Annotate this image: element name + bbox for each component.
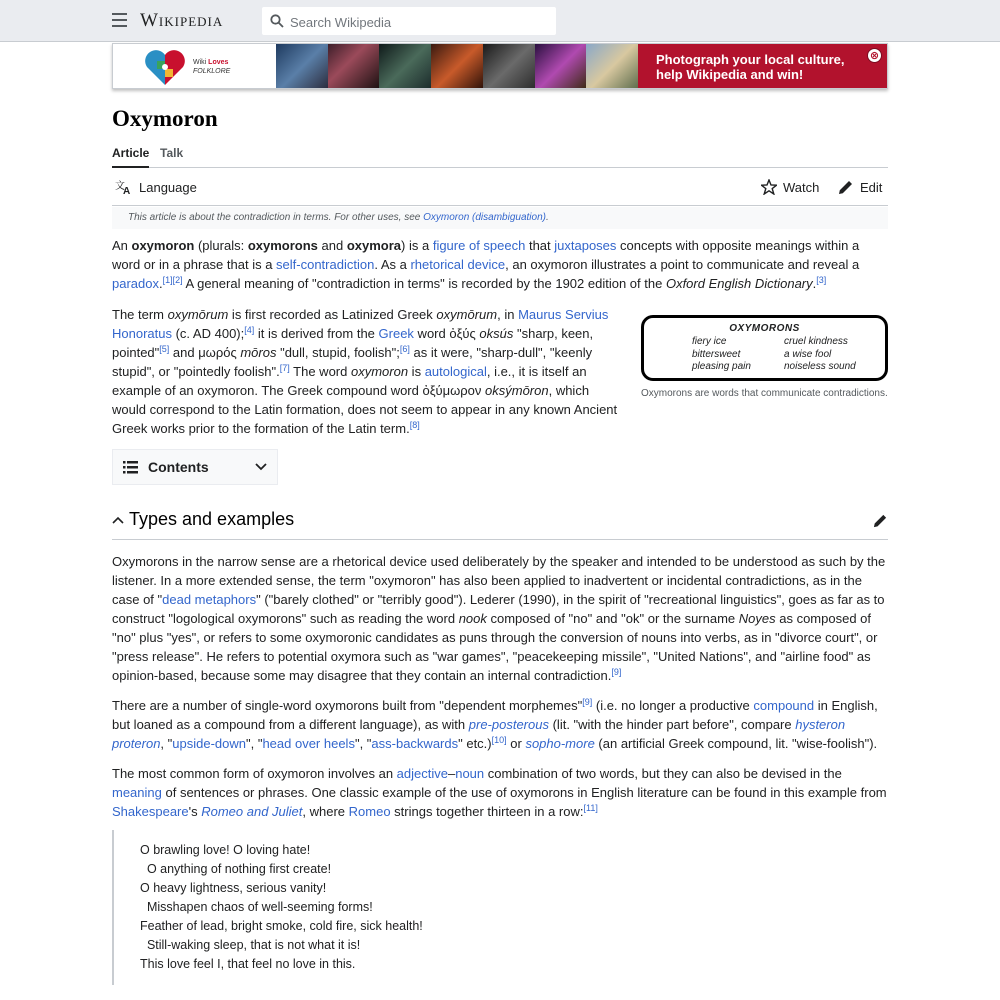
star-icon (761, 179, 777, 195)
link-paradox[interactable]: paradox (112, 276, 159, 291)
link-juxtaposes[interactable]: juxtaposes (554, 238, 617, 253)
types-paragraph-2: There are a number of single-word oxymorons built from "dependent morphemes"[9] (i.e. no longer a productive compound in English, but loaned as a compound from a different language), as with pre-posterous (lit. "with the hinder part before", compare hysteron proteron, "upside-down", "head over heels", "ass-backwards" etc.)[10] or sopho-more (an artificial Greek compound, lit. "wise-foolish"). (112, 697, 878, 751)
logo-wordmark (193, 58, 230, 76)
search-icon (270, 14, 284, 28)
link-maurus-servius[interactable]: Maurus Servius Honoratus (112, 307, 609, 341)
quote-line: O brawling love! O loving hate! (140, 843, 311, 857)
banner-photo (328, 44, 380, 89)
banner-close-icon[interactable]: ⊗ (867, 48, 882, 63)
link-dead-metaphors[interactable]: dead metaphors (162, 592, 257, 607)
banner-photo (535, 44, 587, 89)
page-toolbar (112, 168, 888, 206)
campaign-banner[interactable] (112, 43, 888, 89)
chevron-up-icon[interactable] (112, 516, 124, 524)
citation[interactable]: [2] (172, 275, 183, 285)
types-paragraph-3: The most common form of oxymoron involves an adjective–noun combination of two words, but they can also be devised in the meaning of sentences or phrases. One classic example of the use of oxymorons in English literature can be found in this example from Shakespeare's Romeo and Juliet, where Romeo strings together thirteen in a row:[11] (112, 766, 887, 819)
citation[interactable]: [10] (491, 735, 507, 745)
citation[interactable]: [11] (583, 803, 598, 813)
figure-title: OXYMORONS (729, 323, 800, 334)
disambiguation-link[interactable]: Oxymoron (disambiguation) (423, 212, 546, 223)
figure-item: noiseless sound (784, 361, 856, 372)
quote-line: O heavy lightness, serious vanity! (140, 881, 327, 895)
link-figure-of-speech[interactable]: figure of speech (432, 238, 526, 253)
banner-photo (586, 44, 638, 89)
page-title: Oxymoron (112, 106, 218, 131)
banner-photo (483, 44, 535, 89)
citation[interactable]: [4] (244, 325, 255, 335)
edit-label: Edit (860, 179, 883, 195)
search-input[interactable] (290, 12, 550, 32)
wikipedia-wordmark[interactable]: Wikipedia (140, 10, 224, 31)
tab-talk[interactable]: Talk (160, 146, 184, 160)
quote-line: Misshapen chaos of well-seeming forms! (140, 900, 373, 914)
etymology-paragraph: The term oxymōrum is first recorded as Latinized Greek oxymōrum, in Maurus Servius Honoratus (c. AD 400);[4] it is derived from the Greek word ὀξύς oksús "sharp, keen, pointed"[5] and μωρός mōros "dull, stupid, foolish";[6] as it were, "sharp-dull", "keenly stupid", or "pointedly foolish".[7] The word oxymoron is autological, i.e., it is itself an example of an oxymoron. The Greek compound word ὀξύμωρον oksýmōron, which would correspond to the Latin formation, does not seem to appear in any known Ancient Greek works prior to the formation of the Latin term.[8] (112, 307, 618, 436)
banner-cta[interactable] (638, 44, 888, 89)
link-noun[interactable]: noun (455, 766, 485, 781)
oxymorons-image[interactable] (641, 315, 888, 381)
banner-photo (431, 44, 483, 89)
link-sopho-more[interactable]: sopho-more (525, 736, 595, 751)
quote-line: Still-waking sleep, that is not what it is! (140, 938, 361, 952)
types-paragraph-1: Oxymorons in the narrow sense are a rhetorical device used deliberately by the speaker and intended to be understood as such by the listener. In a more extended sense, the term "oxymoron" has also been applied to inadvertent or incidental contradictions, as in the case of "dead metaphors" ("barely clothed" or "terribly good"). Lederer (1990), in the spirit of "recreational linguistics", goes as far as to construct "logological oxymorons" such as reading the word nook composed of "no" and "ok" or the surname Noyes as composed of "no" plus "yes", or refers to some oxymoronic candidates as puns through the conversion of nouns into verbs, as in "divorce court", or "press release". He refers to potential oxymora such as "war games", "peacekeeping missile", "United Nations", and "airline food" as opinion-based, because some may disagree that they contain an internal contradiction.[9] (112, 554, 886, 683)
link-hysteron-proteron[interactable]: hysteron proteron (112, 717, 846, 751)
figure-item: pleasing pain (692, 361, 751, 372)
puzzle-heart-icon (143, 47, 187, 87)
logo-text-wiki: Wiki (193, 59, 209, 66)
watch-label: Watch (783, 179, 820, 195)
link-ass-backwards[interactable]: ass-backwards (371, 736, 459, 751)
link-rhetorical-device[interactable]: rhetorical device (410, 257, 506, 272)
language-button[interactable] (115, 179, 197, 195)
svg-text:文: 文 (115, 181, 125, 192)
logo-text-folklore: FOLKLORE (193, 68, 231, 75)
link-shakespeare[interactable]: Shakespeare (112, 804, 189, 819)
banner-cta-line1: Photograph your local culture, (656, 52, 845, 67)
citation[interactable]: [9] (611, 667, 622, 677)
banner-photo (379, 44, 431, 89)
figure-item: a wise fool (784, 348, 832, 360)
citation[interactable]: [7] (279, 363, 290, 373)
hatnote (112, 207, 888, 229)
citation[interactable]: [5] (159, 344, 170, 354)
list-icon (123, 461, 138, 474)
contents-label: Contents (148, 459, 209, 475)
svg-text:A: A (123, 186, 131, 195)
page-tabs (112, 146, 888, 168)
banner-photo (276, 44, 328, 89)
pencil-icon (838, 179, 854, 195)
logo-text-loves: Loves (208, 59, 229, 66)
section-heading: Types and examples (129, 509, 295, 529)
link-romeo[interactable]: Romeo (348, 804, 391, 819)
site-header (0, 0, 1000, 42)
quote-line: This love feel I, that feel no love in this. (140, 957, 356, 971)
shakespeare-quote (112, 830, 612, 985)
link-pre-posterous[interactable]: pre-posterous (468, 717, 549, 732)
watch-button[interactable] (761, 179, 819, 195)
banner-cta-line2: help Wikipedia and win! (656, 67, 804, 82)
figure-thumbnail[interactable] (641, 315, 888, 401)
link-autological[interactable]: autological (424, 364, 487, 379)
link-greek[interactable]: Greek (378, 326, 414, 341)
link-adjective[interactable]: adjective (396, 766, 448, 781)
link-compound[interactable]: compound (753, 698, 815, 713)
quote-line: Feather of lead, bright smoke, cold fire, sick health! (140, 919, 423, 933)
tab-article[interactable]: Article (112, 146, 149, 168)
banner-photo-strip (276, 44, 638, 89)
language-label: Language (139, 179, 197, 195)
figure-item: fiery ice (692, 336, 727, 347)
search-box[interactable] (262, 7, 556, 35)
figure-item: cruel kindness (784, 336, 848, 347)
wiki-loves-folklore-logo (113, 44, 276, 89)
quote-line: O anything of nothing first create! (140, 862, 332, 876)
section-types-and-examples (112, 506, 888, 540)
lead-paragraph: An oxymoron (plurals: oxymorons and oxymora) is a figure of speech that juxtaposes concepts with opposite meanings within a word or in a phrase that is a self-contradiction. As a rhetorical device, an oxymoron illustrates a point to communicate and reveal a paradox.[1][2] A general meaning of "contradiction in terms" is recorded by the 1902 edition of the Oxford English Dictionary.[3] (112, 238, 860, 291)
link-head-over-heels[interactable]: head over heels (262, 736, 355, 751)
citation[interactable]: [8] (409, 420, 420, 430)
contents-toggle[interactable] (112, 449, 278, 485)
link-self-contradiction[interactable]: self-contradiction (276, 257, 375, 272)
hatnote-text: This article is about the contradiction in terms. For other uses, see (128, 212, 424, 223)
citation[interactable]: [1] (162, 275, 173, 285)
citation[interactable]: [6] (399, 344, 410, 354)
citation[interactable]: [3] (816, 275, 827, 285)
link-romeo-and-juliet[interactable]: Romeo and Juliet (201, 804, 303, 819)
main-menu-icon[interactable] (112, 13, 127, 27)
translate-icon (115, 179, 133, 195)
edit-section-icon[interactable] (873, 513, 888, 528)
figure-item: bittersweet (692, 348, 741, 360)
link-meaning[interactable]: meaning (112, 785, 162, 800)
chevron-down-icon (255, 463, 267, 471)
figure-caption: Oxymorons are words that communicate contradictions. (641, 388, 888, 399)
edit-button[interactable] (838, 179, 882, 195)
citation[interactable]: [9] (582, 697, 593, 707)
hatnote-end: . (545, 212, 549, 223)
link-upside-down[interactable]: upside-down (172, 736, 246, 751)
